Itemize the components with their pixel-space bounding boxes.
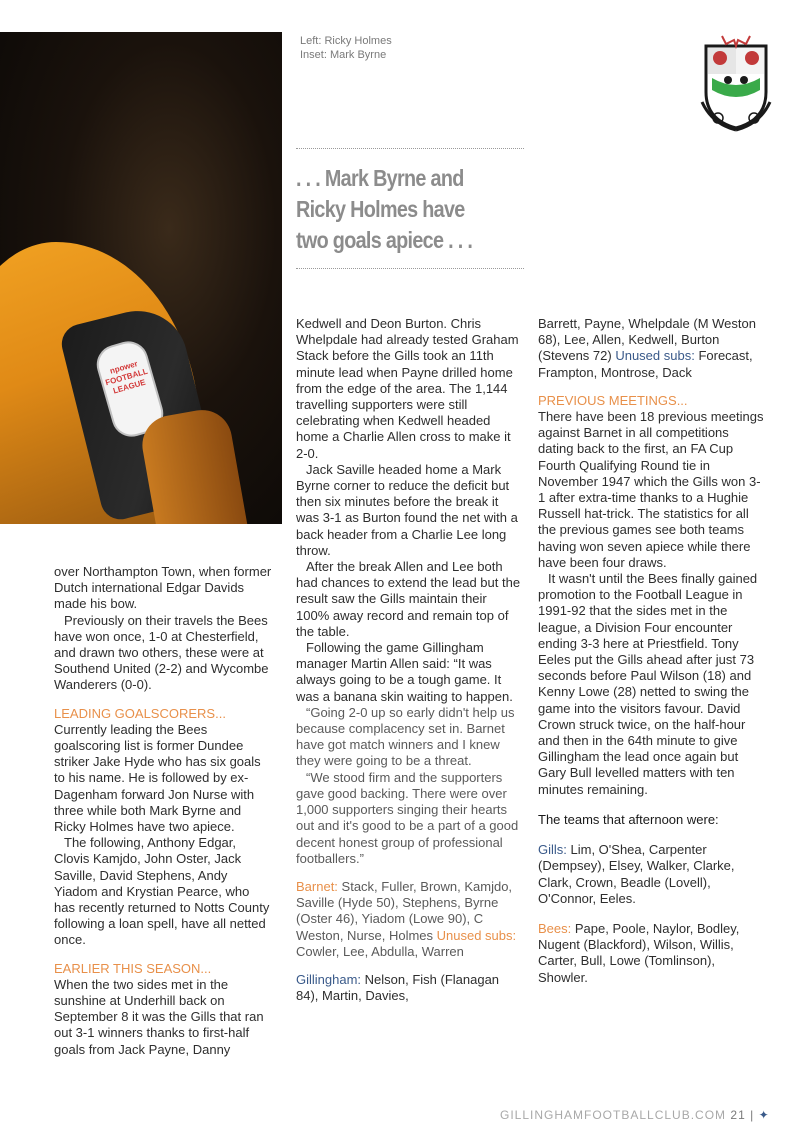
sleeve-badge-text: npower FOOTBALL LEAGUE <box>104 359 149 396</box>
column-1 <box>54 564 272 1058</box>
gillingham-subs: Forecast, Frampton, Montrose, Dack <box>538 348 753 380</box>
column-3 <box>538 316 766 986</box>
barnet-lineup <box>296 879 522 960</box>
col2-quote: “We stood firm and the supporters gave good backing. There were over 1,000 supporters singing their hearts out and it's good to be a part of a good decent honest group of professional footballers.” <box>296 769 519 866</box>
barnet-subs-label: Unused subs: <box>436 927 517 943</box>
col2-quote: “Going 2-0 up so early didn't help us because complacency set in. Barnet have got match winners and I knew they were going to be a threat. <box>296 704 515 769</box>
bees-label: Bees: <box>538 920 572 936</box>
bees-1991-lineup <box>538 921 766 986</box>
col1-paragraph: When the two sides met in the sunshine at Underhill back on September 8 it was the Gills that ran out 3-1 winners thanks to first-half goals from Jack Payne, Danny <box>54 976 264 1057</box>
pull-quote-bottom-rule <box>296 268 524 269</box>
footer-divider: | <box>750 1108 755 1122</box>
footer-site: GILLINGHAMFOOTBALLCLUB.COM <box>500 1108 727 1122</box>
teams-intro: The teams that afternoon were: <box>538 811 719 827</box>
gills-team: Lim, O'Shea, Carpenter (Dempsey), Elsey, Walker, Clarke, Clark, Crown, Beadle (Lovell), O'Connor, Eeles. <box>538 842 735 906</box>
gillingham-team-continued: Barrett, Payne, Whelpdale (M Weston 68), Lee, Allen, Kedwell, Burton (Stevens 72) <box>538 316 756 364</box>
gillingham-team: Nelson, Fish (Flanagan 84), Martin, Davies, <box>296 971 500 1004</box>
photo-caption <box>300 34 392 62</box>
section-heading-goalscorers: LEADING GOALSCORERS... <box>54 705 226 721</box>
bees-team: Pape, Poole, Naylor, Bodley, Nugent (Blackford), Wilson, Willis, Carter, Bull, Lowe (Tomlinson), Showler. <box>538 920 740 985</box>
gills-1991-lineup <box>538 842 766 907</box>
pull-quote-line-1: . . . Mark Byrne and <box>296 165 464 191</box>
pull-quote-text <box>296 163 492 256</box>
footer-club-logo-icon: ✦ <box>758 1108 770 1122</box>
gillingham-lineup <box>296 972 522 1004</box>
col2-paragraph: Jack Saville headed home a Mark Byrne corner to reduce the deficit but then six minutes before the break it was 3-1 as Burton found the net with a back header from a Charlie Lee long throw. <box>296 461 518 558</box>
col3-paragraph: There have been 18 previous meetings against Barnet in all competitions dating back to the first, an FA Cup Fourth Qualifying Round tie in November 1947 which the Gills won 3-1 after extra-time thanks to a Hughie Russell hat-trick. The statistics for all the previous games see both teams having won seven apiece while there have been four draws. <box>538 409 764 570</box>
barnet-subs: Cowler, Lee, Abdulla, Warren <box>296 943 464 959</box>
col1-paragraph: over Northampton Town, when former Dutch international Edgar Davids made his bow. <box>54 564 272 612</box>
pull-quote-line-3: two goals apiece . . . <box>296 227 473 253</box>
col2-paragraph: Kedwell and Deon Burton. Chris Whelpdale had already tested Graham Stack before the Gills took an 11th minute lead when Payne drilled home from the edge of the area. The 1,144 travelling supporters were still celebrating when Kedwell headed home a Charlie Allen cross to make it 2-0. <box>296 316 519 461</box>
col1-paragraph: Previously on their travels the Bees have won once, 1-0 at Chesterfield, and drawn two others, these were at Southend United (2-2) and Wycombe Wanderers (0-0). <box>54 612 269 693</box>
gillingham-lineup-continued <box>538 316 766 381</box>
pull-quote-line-2: Ricky Holmes have <box>296 196 465 222</box>
pull-quote-top-rule <box>296 148 524 149</box>
player-arm <box>138 405 253 524</box>
caption-line-2: Inset: Mark Byrne <box>300 49 387 61</box>
section-heading-previous: PREVIOUS MEETINGS... <box>538 392 688 408</box>
col1-paragraph: The following, Anthony Edgar, Clovis Kamjdo, John Oster, Jack Saville, David Stephens, Andy Yiadom and Krystian Pearce, who has recently returned to Notts County following a loan spell, have all netted once. <box>54 835 270 948</box>
barnet-team: Stack, Fuller, Brown, Kamjdo, Saville (Hyde 50), Stephens, Byrne (Oster 46), Yiadom (Lowe 90), C Weston, Nurse, Holmes <box>296 878 513 943</box>
col2-paragraph: After the break Allen and Lee both had chances to extend the lead but the result saw the Gills maintain their 100% away record and remain top of the table. <box>296 559 521 639</box>
caption-line-1: Left: Ricky Holmes <box>300 35 392 47</box>
section-heading-earlier: EARLIER THIS SEASON... <box>54 960 212 976</box>
column-2 <box>296 316 522 1004</box>
gills-label: Gills: <box>538 842 567 858</box>
barnet-label: Barnet: <box>296 878 338 894</box>
gillingham-label: Gillingham: <box>296 971 362 987</box>
player-photo <box>0 32 282 524</box>
page-number: 21 <box>730 1108 746 1122</box>
col3-paragraph: It wasn't until the Bees finally gained promotion to the Football League in 1991-92 that the sides met in the league, a Division Four encounter ending 3-3 here at Priestfield. Tony Eeles put the Gills ahead after just 73 seconds before Paul Wilson (18) and Kenny Lowe (28) netted to swing the game into the visitors favour. David Crown struck twice, on the half-hour and then in the 64th minute to give Gillingham the lead once again but Gary Bull levelled matters with ten minutes remaining. <box>538 571 758 797</box>
club-crest-logo <box>698 32 774 132</box>
col1-paragraph: Currently leading the Bees goalscoring list is former Dundee striker Jake Hyde who has six goals to his name. He is followed by ex-Dagenham forward Jon Nurse with three while both Mark Byrne and Ricky Holmes have two apiece. <box>54 721 261 835</box>
pull-quote <box>296 148 524 269</box>
col2-paragraph: Following the game Gillingham manager Martin Allen said: “It was always going to be a tough game. It was a banana skin waiting to happen. <box>296 640 513 704</box>
page-footer <box>500 1108 770 1122</box>
gillingham-subs-label: Unused subs: <box>615 348 695 364</box>
